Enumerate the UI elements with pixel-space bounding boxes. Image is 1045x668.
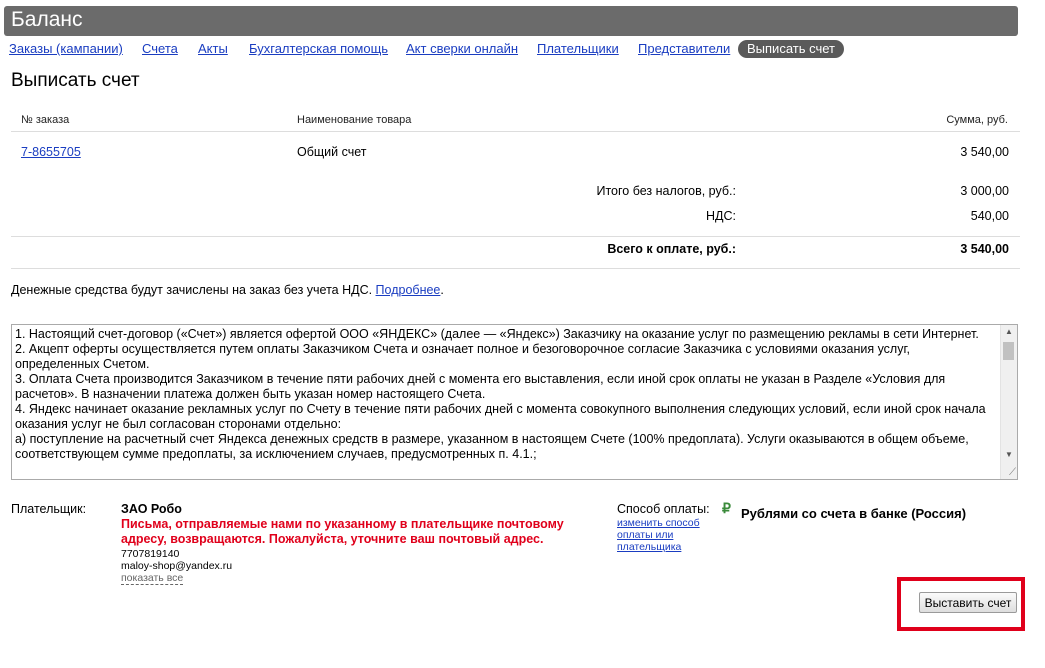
row-sum: 3 540,00 — [960, 145, 1009, 159]
offer-paragraph: 2. Акцепт оферты осуществляется путем оплаты Заказчиком Счета и означает полное и безоговорочное согласие Заказчика с условиями оказания услуг, определенных Счетом. — [15, 342, 910, 371]
show-all-link[interactable]: показать все — [121, 572, 184, 584]
col-order: № заказа — [21, 114, 70, 126]
divider — [11, 268, 1020, 269]
scrollbar[interactable] — [1000, 325, 1017, 479]
header-title: Баланс — [11, 8, 83, 31]
page-title: Выписать счет — [11, 70, 140, 91]
divider — [11, 131, 1020, 132]
nav-issue-invoice-active[interactable]: Выписать счет — [738, 40, 844, 58]
payment-method-label: Способ оплаты: — [617, 502, 710, 516]
vat-note-text: Денежные средства будут зачислены на заказ без учета НДС. — [11, 283, 376, 297]
nav-invoices[interactable]: Счета — [142, 41, 178, 56]
payer-inn: 7707819140 — [121, 548, 180, 560]
scroll-up-arrow-icon[interactable]: ▲ — [1005, 327, 1013, 336]
subtotal-label: Итого без налогов, руб.: — [596, 184, 736, 198]
payment-method-value: Рублями со счета в банке (Россия) — [741, 506, 967, 521]
total-value: 3 540,00 — [960, 242, 1009, 256]
total-label: Всего к оплате, руб.: — [607, 242, 736, 256]
nav-orders[interactable]: Заказы (кампании) — [9, 41, 123, 56]
offer-paragraph: 4. Яндекс начинает оказание рекламных услуг по Счету в течение пяти рабочих дней с момента совокупного выполнения следующих условий, если иной срок начала оказания услуг не был согласован сторонами отдельно: — [15, 402, 986, 431]
payer-label: Плательщик: — [11, 502, 87, 516]
scroll-down-arrow-icon[interactable]: ▼ — [1005, 450, 1013, 459]
offer-text — [15, 327, 993, 462]
payer-email: maloy-shop@yandex.ru — [121, 560, 233, 572]
vat-label: НДС: — [706, 209, 736, 223]
divider — [11, 236, 1020, 237]
nav-accounting-help[interactable]: Бухгалтерская помощь — [249, 41, 389, 56]
offer-paragraph: 1. Настоящий счет-договор («Счет») является офертой ООО «ЯНДЕКС» (далее — «Яндекс») Заказчику на оказание услуг по размещению рекламы в сети Интернет. — [15, 327, 979, 341]
offer-textarea[interactable] — [11, 324, 1018, 480]
vat-note-end: . — [440, 283, 444, 297]
offer-paragraph: 3. Оплата Счета производится Заказчиком в течение пяти рабочих дней с момента его выставления, если иной срок оплаты не указан в Разделе «Условия для расчетов». В назначении платежа должен быть указан номер настоящего Счета. — [15, 372, 946, 401]
header-bar — [4, 6, 1018, 36]
issue-invoice-button[interactable]: Выставить счет — [919, 592, 1017, 613]
col-sum: Сумма, руб. — [946, 114, 1008, 126]
nav-acts[interactable]: Акты — [198, 41, 228, 56]
nav-payers[interactable]: Плательщики — [537, 41, 619, 56]
payer-name: ЗАО Робо — [121, 502, 182, 516]
nav-reconciliation[interactable]: Акт сверки онлайн — [406, 41, 519, 56]
more-info-link[interactable]: Подробнее — [375, 283, 441, 297]
vat-value: 540,00 — [970, 209, 1009, 223]
product-name: Общий счет — [297, 145, 367, 159]
address-warning: Письма, отправляемые нами по указанному в плательщике почтовому адресу, возвращаются. Пожалуйста, уточните ваш почтовый адрес. — [121, 517, 564, 546]
nav-representatives[interactable]: Представители — [638, 41, 731, 56]
order-link[interactable]: 7-8655705 — [21, 145, 81, 159]
subtotal-value: 3 000,00 — [960, 184, 1009, 198]
resize-grip-icon[interactable]: ⟋ — [1009, 467, 1016, 478]
vat-note — [11, 283, 444, 297]
change-payment-link[interactable]: изменить способ оплаты или плательщика — [617, 517, 700, 553]
col-product: Наименование товара — [297, 114, 412, 126]
offer-paragraph: а) поступление на расчетный счет Яндекса денежных средств в размере, указанном в настоящем Счете (100% предоплата). Услуги оказываются в общем объеме, соответствующем сумме предоплаты, за исключением случаев, предусмотренных п. 4.1.; — [15, 432, 969, 461]
ruble-icon: ₽ — [722, 500, 731, 516]
scrollbar-thumb[interactable] — [1003, 342, 1014, 360]
